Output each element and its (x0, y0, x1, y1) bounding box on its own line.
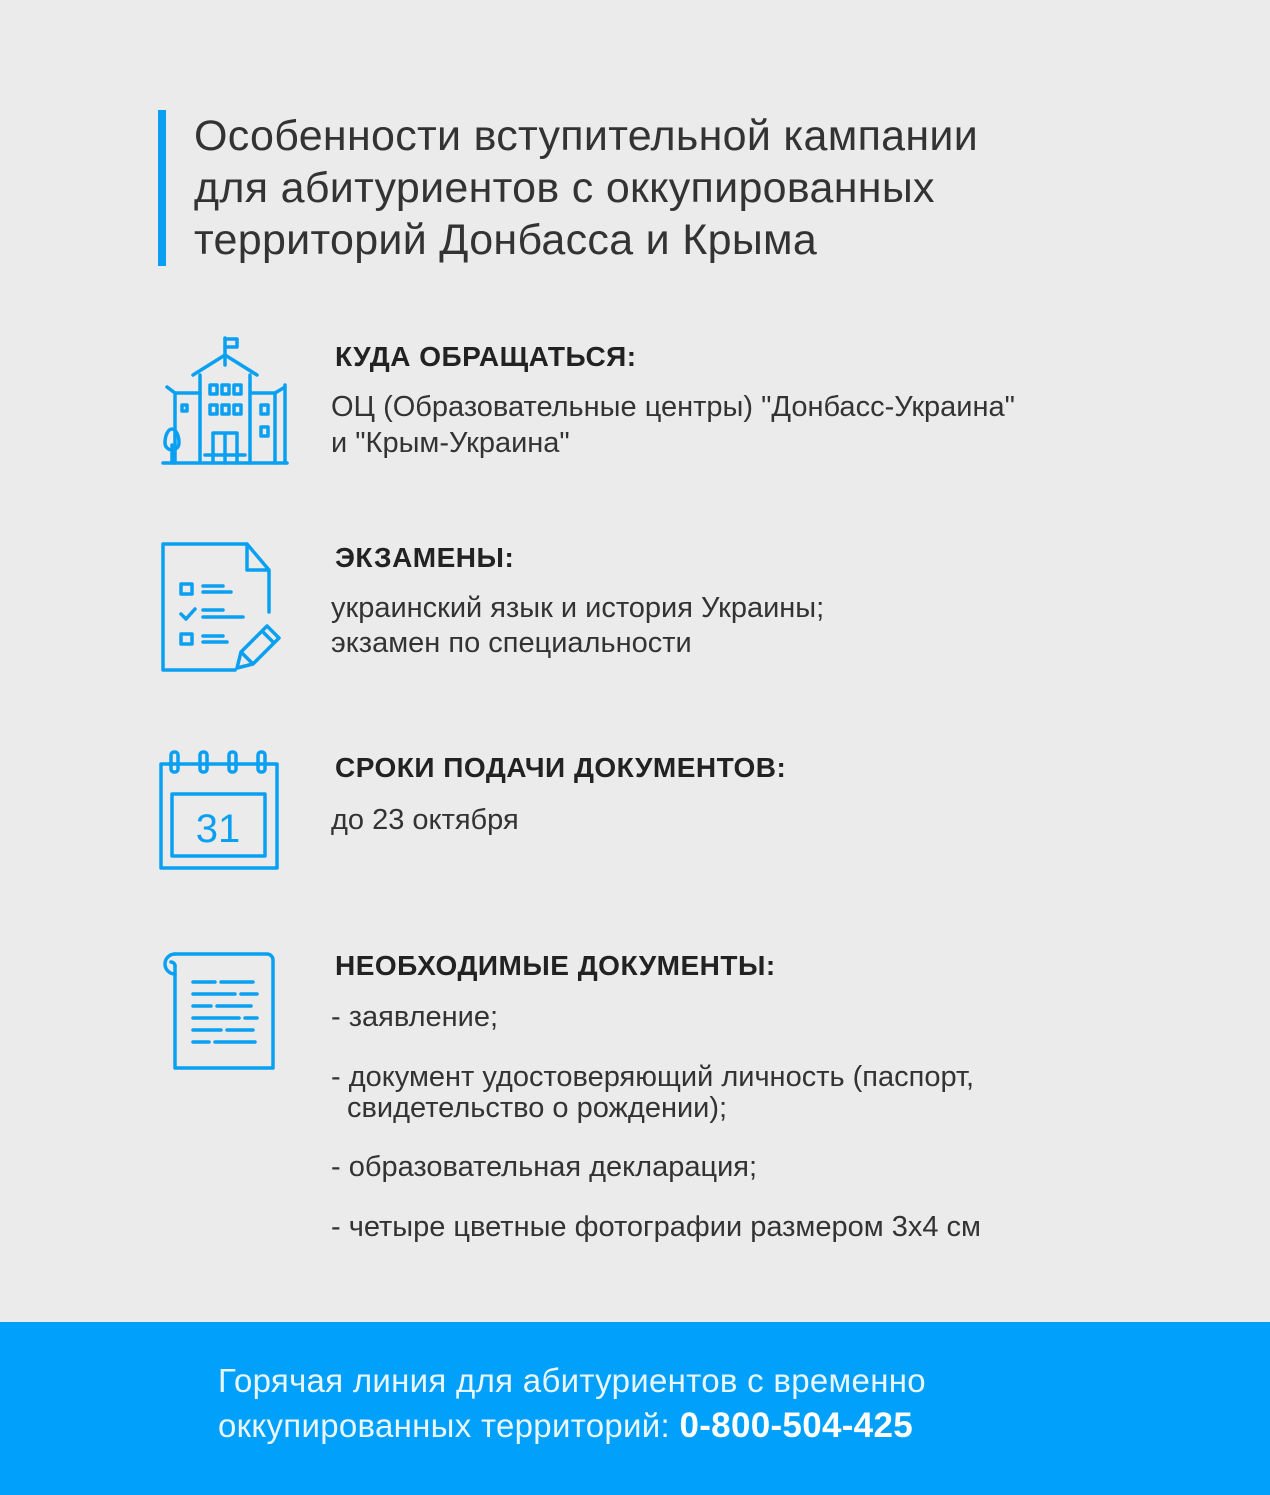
documents-heading: НЕОБХОДИМЫЕ ДОКУМЕНТЫ: (335, 950, 776, 981)
section-documents (155, 948, 1155, 1248)
list-item (331, 1002, 498, 1033)
where-line-2: и "Крым-Украина" (331, 427, 570, 459)
list-item (331, 1212, 981, 1243)
title-line-2: для абитуриентов с оккупированных (194, 164, 935, 212)
where-heading: КУДА ОБРАЩАТЬСЯ: (335, 341, 637, 372)
page-title (158, 110, 1114, 266)
doc-item-2-continuation: свидетельство о рождении); (347, 1092, 728, 1124)
building-icon (155, 335, 295, 470)
doc-item-2-text: - документ удостоверяющий личность (паспорт, (331, 1061, 975, 1093)
checklist-icon (155, 540, 285, 675)
title-line-1: Особенности вступительной кампании (194, 112, 979, 160)
doc-item-3-text: - образовательная декларация; (331, 1151, 758, 1183)
hotline-banner (0, 1322, 1270, 1495)
hotline-line-1: Горячая линия для абитуриентов с временно (218, 1362, 926, 1399)
section-exams (155, 540, 1155, 680)
calendar-icon (155, 748, 285, 873)
where-line-1: ОЦ (Образовательные центры) "Донбасс-Украина" (331, 391, 1015, 423)
exams-line-2: экзамен по специальности (331, 627, 692, 659)
section-deadline (155, 748, 1155, 878)
doc-item-4-text: - четыре цветные фотографии размером 3х4 см (331, 1211, 981, 1243)
scroll-document-icon (155, 948, 280, 1078)
calendar-day: 31 (195, 807, 241, 851)
deadline-line-1: до 23 октября (331, 804, 519, 836)
deadline-heading: СРОКИ ПОДАЧИ ДОКУМЕНТОВ: (335, 752, 787, 783)
list-item (331, 1062, 974, 1124)
hotline-line-2 (218, 1406, 913, 1446)
exams-heading: ЭКЗАМЕНЫ: (335, 542, 515, 573)
title-line-3: территорий Донбасса и Крыма (194, 216, 818, 264)
section-where (155, 335, 1155, 475)
hotline-phone[interactable]: 0-800-504-425 (679, 1406, 913, 1445)
doc-item-1-text: - заявление; (331, 1001, 499, 1033)
exams-line-1: украинский язык и история Украины; (331, 592, 825, 624)
list-item (331, 1152, 757, 1183)
hotline-label: оккупированных территорий: (218, 1407, 680, 1444)
